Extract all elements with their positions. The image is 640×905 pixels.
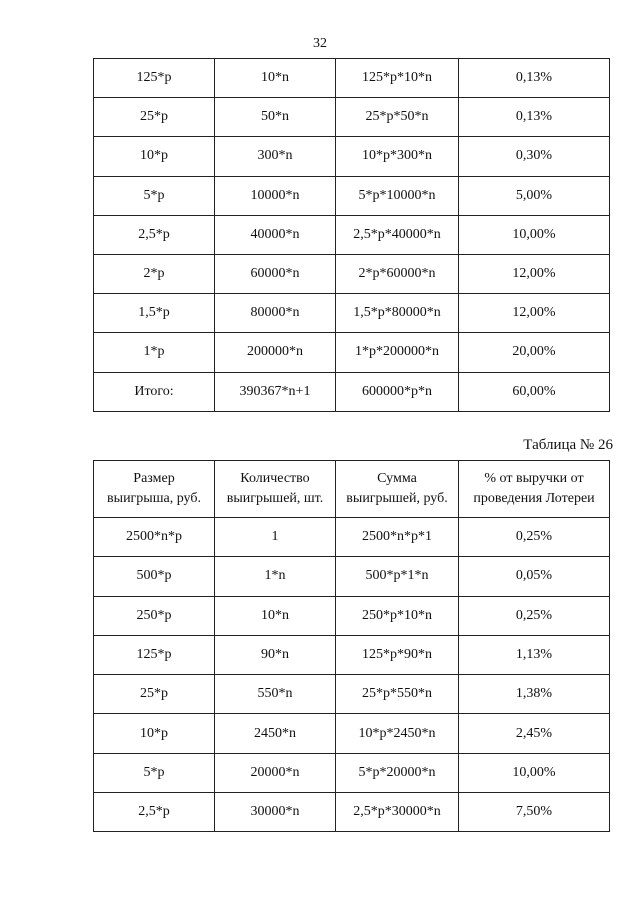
table-cell: 1 xyxy=(215,518,336,557)
table-row xyxy=(94,675,610,714)
table-cell: 0,25% xyxy=(459,596,610,635)
table-row xyxy=(94,518,610,557)
table-cell: 60000*n xyxy=(215,254,336,293)
table-cell: 2*р*60000*n xyxy=(336,254,459,293)
header-line: выигрышей, руб. xyxy=(346,491,448,506)
table-cell: 2,45% xyxy=(459,714,610,753)
column-header-prize-size xyxy=(94,461,215,518)
table-row xyxy=(94,793,610,832)
table-cell: 5,00% xyxy=(459,176,610,215)
table-cell: 2,5*р xyxy=(94,793,215,832)
header-line: Количество xyxy=(240,471,310,486)
table-cell: 12,00% xyxy=(459,254,610,293)
table-row xyxy=(94,215,610,254)
table-cell: 25*р*550*n xyxy=(336,675,459,714)
table-cell: 10000*n xyxy=(215,176,336,215)
table-row xyxy=(94,254,610,293)
table-cell: 0,30% xyxy=(459,137,610,176)
table-cell: 125*р xyxy=(94,635,215,674)
table-cell: 10*р*2450*n xyxy=(336,714,459,753)
table-cell: 300*n xyxy=(215,137,336,176)
header-line: Размер xyxy=(133,471,175,486)
table-caption: Таблица № 26 xyxy=(523,437,613,453)
table-cell: 10,00% xyxy=(459,215,610,254)
table-cell: 10*n xyxy=(215,59,336,98)
table-cell: 20,00% xyxy=(459,333,610,372)
table-cell: 1*n xyxy=(215,557,336,596)
table-cell: 0,13% xyxy=(459,59,610,98)
table-cell: 125*р xyxy=(94,59,215,98)
table-cell: 0,25% xyxy=(459,518,610,557)
header-line: выигрышей, шт. xyxy=(226,491,324,506)
table-cell: 2,5*р*30000*n xyxy=(336,793,459,832)
table-cell: 2,5*р xyxy=(94,215,215,254)
table-cell: 250*р xyxy=(94,596,215,635)
table-cell: 10*n xyxy=(215,596,336,635)
table-row xyxy=(94,635,610,674)
table-cell: 25*р xyxy=(94,675,215,714)
table-cell: Итого: xyxy=(94,372,215,411)
table-row xyxy=(94,294,610,333)
header-line: выигрыша, руб. xyxy=(107,491,201,506)
table-cell: 550*n xyxy=(215,675,336,714)
table-cell: 1*р xyxy=(94,333,215,372)
table-cell: 10*р xyxy=(94,714,215,753)
table-cell: 60,00% xyxy=(459,372,610,411)
header-line: Сумма xyxy=(377,471,417,486)
table-cell: 125*р*90*n xyxy=(336,635,459,674)
column-header-prize-sum xyxy=(336,461,459,518)
table-cell: 2500*n*р*1 xyxy=(336,518,459,557)
table-row xyxy=(94,596,610,635)
table-cell: 5*р xyxy=(94,176,215,215)
table-cell: 600000*р*n xyxy=(336,372,459,411)
table-cell: 500*р xyxy=(94,557,215,596)
table-cell: 2,5*р*40000*n xyxy=(336,215,459,254)
table-cell: 1,38% xyxy=(459,675,610,714)
table-cell: 20000*n xyxy=(215,753,336,792)
table-cell: 1,13% xyxy=(459,635,610,674)
prize-table-continued xyxy=(93,58,610,412)
column-header-revenue-percent xyxy=(459,461,610,518)
table-cell: 2450*n xyxy=(215,714,336,753)
table-cell: 200000*n xyxy=(215,333,336,372)
table-cell: 390367*n+1 xyxy=(215,372,336,411)
table-cell: 1,5*р xyxy=(94,294,215,333)
table-cell: 5*р xyxy=(94,753,215,792)
table-row xyxy=(94,714,610,753)
table-cell: 25*р xyxy=(94,98,215,137)
table-cell: 7,50% xyxy=(459,793,610,832)
header-line: проведения Лотереи xyxy=(473,491,595,506)
table-cell: 25*р*50*n xyxy=(336,98,459,137)
table-cell: 250*р*10*n xyxy=(336,596,459,635)
table-cell: 80000*n xyxy=(215,294,336,333)
table-cell: 90*n xyxy=(215,635,336,674)
table-cell: 12,00% xyxy=(459,294,610,333)
table-cell: 2500*n*р xyxy=(94,518,215,557)
table-row xyxy=(94,59,610,98)
table-header-row xyxy=(94,461,610,518)
table-cell: 1,5*р*80000*n xyxy=(336,294,459,333)
table-row xyxy=(94,753,610,792)
table-cell: 10,00% xyxy=(459,753,610,792)
table-cell: 40000*n xyxy=(215,215,336,254)
table-row xyxy=(94,137,610,176)
page-number: 32 xyxy=(313,36,327,51)
table-row xyxy=(94,557,610,596)
table-cell: 500*р*1*n xyxy=(336,557,459,596)
table-row xyxy=(94,98,610,137)
table-row xyxy=(94,176,610,215)
prize-table-26 xyxy=(93,460,610,832)
table-cell: 125*р*10*n xyxy=(336,59,459,98)
table-cell: 10*р*300*n xyxy=(336,137,459,176)
table-cell: 2*р xyxy=(94,254,215,293)
header-line: % от выручки от xyxy=(484,471,584,486)
column-header-prize-count xyxy=(215,461,336,518)
table-cell: 0,13% xyxy=(459,98,610,137)
table-cell: 0,05% xyxy=(459,557,610,596)
table-row xyxy=(94,333,610,372)
table-cell: 1*р*200000*n xyxy=(336,333,459,372)
table-cell: 10*р xyxy=(94,137,215,176)
table-cell: 50*n xyxy=(215,98,336,137)
table-cell: 5*р*10000*n xyxy=(336,176,459,215)
table-cell: 5*р*20000*n xyxy=(336,753,459,792)
table-cell: 30000*n xyxy=(215,793,336,832)
table-total-row xyxy=(94,372,610,411)
